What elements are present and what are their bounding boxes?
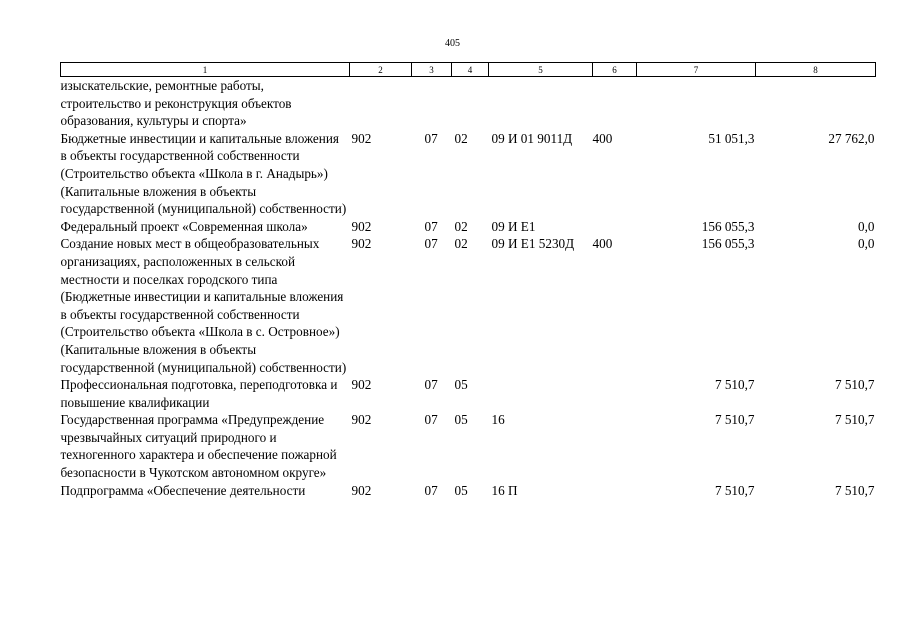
- section-code: 07: [424, 130, 438, 146]
- item-name: Профессиональная подготовка, переподготовка и повышение квалификации: [60, 377, 338, 410]
- item-name: Подпрограмма «Обеспечение деятельности: [60, 482, 306, 498]
- amount-year-2: 7 510,7: [834, 377, 875, 393]
- item-name: Бюджетные инвестиции и капитальные вложения в объекты государственной собственности (Строительство объекта «Школа в г. Анадырь») (Капитальные вложения в объекты государственной (муниципальной) собственности): [60, 130, 347, 217]
- section-code: 07: [424, 482, 438, 498]
- ministry-code: 902: [351, 218, 372, 234]
- amount-year-2: 7 510,7: [834, 482, 875, 498]
- program-code: 16: [491, 412, 505, 428]
- expense-type-code: [593, 77, 637, 130]
- program-code: 09 И Е1: [491, 218, 536, 234]
- ministry-code: 902: [351, 482, 372, 498]
- amount-year-2: [756, 77, 876, 130]
- expense-type-code: [593, 218, 637, 236]
- column-header: 4: [452, 63, 489, 77]
- expense-type-code: [593, 482, 637, 500]
- subsection-code: 05: [454, 412, 468, 428]
- expense-type-code: 400: [592, 236, 613, 252]
- column-header: 3: [412, 63, 452, 77]
- section-code: [412, 77, 452, 130]
- ministry-code: 902: [351, 130, 372, 146]
- table-row: [61, 218, 876, 236]
- section-code: 07: [424, 236, 438, 252]
- column-header: 2: [350, 63, 412, 77]
- expense-type-code: [593, 411, 637, 481]
- table-row: [61, 411, 876, 481]
- section-code: 07: [424, 218, 438, 234]
- ministry-code: 902: [351, 377, 372, 393]
- amount-year-2: 0,0: [858, 236, 875, 252]
- column-header: 6: [593, 63, 637, 77]
- amount-year-1: 7 510,7: [714, 412, 755, 428]
- section-code: 07: [424, 377, 438, 393]
- ministry-code: 902: [351, 236, 372, 252]
- item-name: Федеральный проект «Современная школа»: [60, 218, 308, 234]
- subsection-code: [452, 77, 489, 130]
- expense-type-code: [593, 376, 637, 411]
- amount-year-2: 27 762,0: [828, 130, 875, 146]
- item-name: Государственная программа «Предупреждение чрезвычайных ситуаций природного и техногенного характера и обеспечение пожарной безопасности в Чукотском автономном округе»: [60, 412, 337, 481]
- column-header: 7: [637, 63, 756, 77]
- amount-year-1: 7 510,7: [714, 482, 755, 498]
- subsection-code: 02: [454, 236, 468, 252]
- table-row: [61, 482, 876, 500]
- amount-year-2: 0,0: [858, 218, 875, 234]
- page-number: 405: [445, 38, 460, 49]
- subsection-code: 05: [454, 482, 468, 498]
- program-code: 09 И 01 9011Д: [491, 130, 573, 146]
- subsection-code: 05: [454, 377, 468, 393]
- ministry-code: 902: [351, 412, 372, 428]
- item-name: изыскательские, ремонтные работы, строительство и реконструкция объектов образования, культуры и спорта»: [60, 78, 292, 129]
- amount-year-1: 7 510,7: [714, 377, 755, 393]
- amount-year-1: 51 051,3: [708, 130, 755, 146]
- program-code: 16 П: [491, 482, 518, 498]
- amount-year-2: 7 510,7: [834, 412, 875, 428]
- table-header-row: [61, 63, 876, 77]
- table-row: [61, 376, 876, 411]
- table-row: [61, 130, 876, 218]
- table-row: [61, 235, 876, 376]
- program-code: [489, 77, 593, 130]
- column-header: 5: [489, 63, 593, 77]
- column-header: 1: [61, 63, 350, 77]
- program-code: 09 И Е1 5230Д: [491, 236, 575, 252]
- ministry-code: [350, 77, 412, 130]
- expense-type-code: 400: [592, 130, 613, 146]
- item-name: Создание новых мест в общеобразовательных организациях, расположенных в сельской местности и поселках городского типа (Бюджетные инвестиции и капитальные вложения в объекты государственной собственности (Строительство объекта «Школа в с. Островное») (Капитальные вложения в объекты государственной (муниципальной) собственности): [60, 236, 347, 375]
- subsection-code: 02: [454, 218, 468, 234]
- amount-year-1: [637, 77, 756, 130]
- program-code: [489, 376, 593, 411]
- subsection-code: 02: [454, 130, 468, 146]
- amount-year-1: 156 055,3: [701, 236, 755, 252]
- amount-year-1: 156 055,3: [701, 218, 755, 234]
- table-row: [61, 77, 876, 130]
- budget-table: [60, 62, 876, 499]
- section-code: 07: [424, 412, 438, 428]
- column-header: 8: [756, 63, 876, 77]
